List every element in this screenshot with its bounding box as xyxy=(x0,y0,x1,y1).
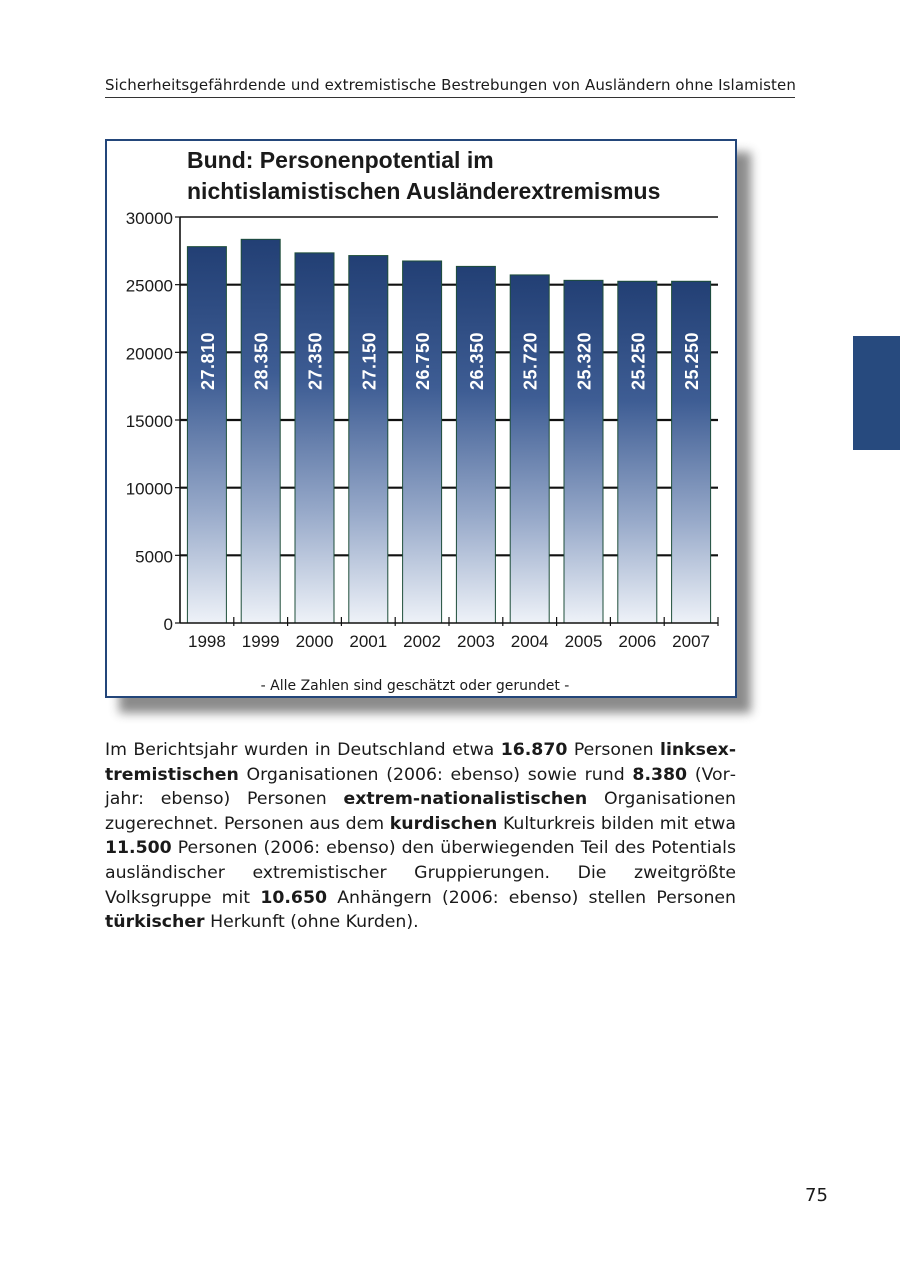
y-tick-label: 30000 xyxy=(125,209,173,228)
bar xyxy=(564,280,603,623)
chart-title-line-1: Bund: Personenpotential im xyxy=(187,147,494,173)
paragraph-text-run: Herkunft (ohne Kurden). xyxy=(204,912,419,933)
y-tick-label: 25000 xyxy=(125,276,173,296)
x-tick-label: 2007 xyxy=(672,632,711,651)
chart-figure xyxy=(105,139,737,698)
x-tick-label: 1999 xyxy=(241,632,280,651)
x-tick-label: 2006 xyxy=(618,632,657,651)
body-paragraph xyxy=(105,738,736,935)
paragraph-text-run: Anhängern (2006: ebenso) stellen Personen xyxy=(327,887,736,908)
bar-value-label: 28.350 xyxy=(251,331,272,391)
chapter-thumb-tab xyxy=(853,336,900,450)
paragraph-text-run: Im Berichtsjahr wurden in Deutschland etwa xyxy=(105,740,501,760)
bar-value-label: 25.250 xyxy=(628,331,649,391)
bar xyxy=(510,275,549,623)
x-tick-label: 2004 xyxy=(510,632,549,651)
emphasis-text: 11.500 xyxy=(105,838,172,859)
chart-footnote-text: - Alle Zahlen sind geschätzt oder gerundet - xyxy=(260,678,570,694)
paragraph-text-run: (Vorjahr: ebenso) Personen xyxy=(105,764,736,810)
paragraph-text-run: Personen xyxy=(567,740,661,760)
bar-value-label: 27.150 xyxy=(359,331,380,391)
bar-value-label: 26.350 xyxy=(466,331,487,391)
chart-title-line-2: nichtislamistischen Ausländerextremismus xyxy=(187,178,661,204)
x-tick-label: 2000 xyxy=(295,632,334,651)
bar-value-label: 25.720 xyxy=(520,331,541,391)
paragraph-text-run: Organisationen zugerechnet. Personen aus dem xyxy=(105,789,737,834)
bar-value-label: 27.350 xyxy=(305,331,326,391)
emphasis-text: 16.870 xyxy=(500,740,568,760)
bar xyxy=(403,261,442,623)
body-paragraph-text xyxy=(105,738,736,935)
bar-value-label: 25.250 xyxy=(682,331,703,391)
x-tick-label: 2005 xyxy=(564,632,603,651)
bar xyxy=(349,256,388,623)
y-tick-label: 10000 xyxy=(125,479,173,499)
running-header: Sicherheitsgefährdende und extremistische Bestrebungen von Ausländern ohne Islamisten xyxy=(105,76,795,98)
emphasis-text: türkischer xyxy=(105,912,205,933)
emphasis-text: linksextremistischen xyxy=(105,740,736,785)
emphasis-text: kurdischen xyxy=(389,813,498,834)
bar xyxy=(241,239,280,623)
bar xyxy=(295,253,334,623)
bar xyxy=(456,266,495,623)
chart-footnote xyxy=(107,678,735,694)
bar xyxy=(187,247,226,623)
y-tick-label: 5000 xyxy=(135,547,173,567)
x-tick-label: 2003 xyxy=(456,632,495,651)
x-tick-label: 1998 xyxy=(187,632,226,651)
paragraph-text-run: Kulturkreis bilden mit etwa xyxy=(497,813,736,834)
y-tick-label: 20000 xyxy=(125,344,173,364)
y-tick-label: 0 xyxy=(163,615,173,634)
bar-chart xyxy=(107,141,735,671)
x-tick-label: 2002 xyxy=(403,632,442,651)
emphasis-text: 10.650 xyxy=(260,887,327,908)
emphasis-text: extrem-nationalistischen xyxy=(343,789,588,810)
paragraph-text-run: Personen (2006: ebenso) den überwiegenden Teil des Potentials ausländischer extremistischer Gruppierungen. Die zweitgrößte Volksgruppe mit xyxy=(105,838,736,908)
bar-value-label: 25.320 xyxy=(574,331,595,391)
paragraph-text-run: Organisationen (2006: ebenso) sowie rund xyxy=(238,764,633,785)
emphasis-text: 8.380 xyxy=(632,764,688,785)
bar-value-label: 26.750 xyxy=(413,331,434,391)
y-tick-label: 15000 xyxy=(125,412,173,431)
page-number: 75 xyxy=(805,1185,828,1206)
bar-value-label: 27.810 xyxy=(197,331,218,391)
x-tick-label: 2001 xyxy=(349,632,388,651)
